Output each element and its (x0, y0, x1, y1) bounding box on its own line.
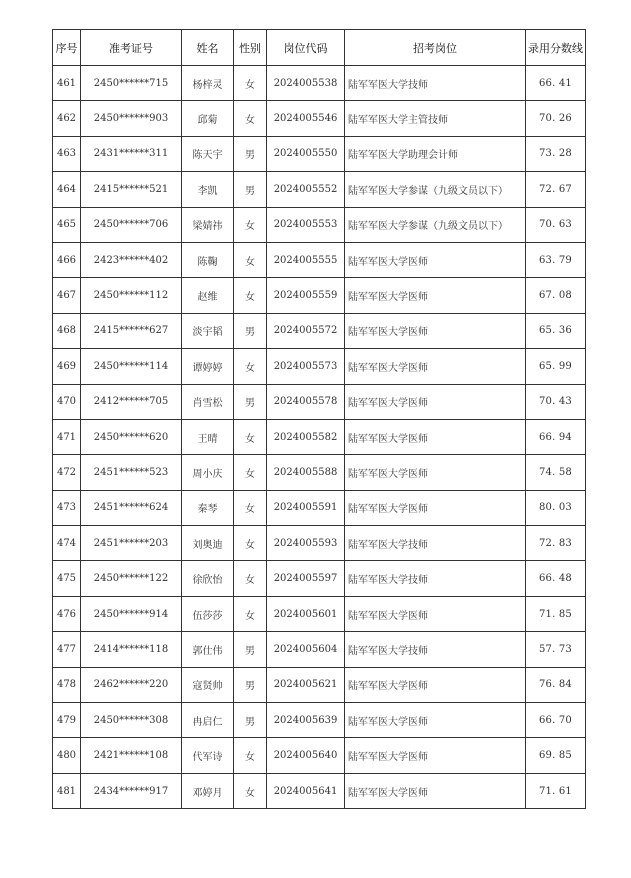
cell-gender: 女 (234, 101, 267, 136)
cell-seq: 468 (53, 313, 81, 348)
cell-seq: 467 (53, 278, 81, 313)
cell-score: 57. 73 (526, 632, 586, 667)
cell-post-code: 2024005550 (267, 136, 345, 171)
cell-post: 陆军军医大学助理会计师 (345, 136, 526, 171)
table-row (53, 596, 586, 631)
cell-name: 寇贤帅 (182, 667, 234, 702)
cell-post: 陆军军医大学技师 (345, 66, 526, 101)
header-seq: 序号 (53, 30, 81, 66)
cell-name: 杨梓灵 (182, 66, 234, 101)
cell-name: 周小庆 (182, 455, 234, 490)
cell-post-code: 2024005559 (267, 278, 345, 313)
cell-score: 72. 67 (526, 172, 586, 207)
cell-post-code: 2024005591 (267, 490, 345, 525)
cell-exam-id: 2421******108 (81, 738, 182, 773)
cell-seq: 481 (53, 773, 81, 808)
cell-score: 80. 03 (526, 490, 586, 525)
cell-post: 陆军军医大学主管技师 (345, 101, 526, 136)
cell-exam-id: 2462******220 (81, 667, 182, 702)
cell-post-code: 2024005555 (267, 242, 345, 277)
cell-name: 郭仕伟 (182, 632, 234, 667)
cell-gender: 女 (234, 66, 267, 101)
cell-exam-id: 2412******705 (81, 384, 182, 419)
table-row (53, 703, 586, 738)
table-row (53, 632, 586, 667)
cell-score: 63. 79 (526, 242, 586, 277)
cell-post: 陆军军医大学医师 (345, 419, 526, 454)
cell-post-code: 2024005639 (267, 703, 345, 738)
table-row (53, 384, 586, 419)
cell-post-code: 2024005546 (267, 101, 345, 136)
header-name: 姓名 (182, 30, 234, 66)
cell-post-code: 2024005553 (267, 207, 345, 242)
cell-name: 李凯 (182, 172, 234, 207)
cell-name: 刘奥迪 (182, 526, 234, 561)
cell-gender: 女 (234, 561, 267, 596)
cell-gender: 女 (234, 242, 267, 277)
header-score: 录用分数线 (526, 30, 586, 66)
cell-exam-id: 2434******917 (81, 773, 182, 808)
cell-name: 肖雪松 (182, 384, 234, 419)
cell-score: 70. 43 (526, 384, 586, 419)
cell-name: 陈鞠 (182, 242, 234, 277)
cell-gender: 男 (234, 632, 267, 667)
cell-exam-id: 2450******715 (81, 66, 182, 101)
cell-post: 陆军军医大学医师 (345, 384, 526, 419)
cell-post-code: 2024005578 (267, 384, 345, 419)
cell-name: 秦琴 (182, 490, 234, 525)
cell-seq: 474 (53, 526, 81, 561)
cell-name: 淡宇韬 (182, 313, 234, 348)
cell-gender: 男 (234, 313, 267, 348)
table-row (53, 349, 586, 384)
cell-score: 66. 94 (526, 419, 586, 454)
cell-name: 梁婧祎 (182, 207, 234, 242)
cell-score: 66. 70 (526, 703, 586, 738)
cell-seq: 464 (53, 172, 81, 207)
cell-gender: 女 (234, 419, 267, 454)
cell-score: 67. 08 (526, 278, 586, 313)
cell-post-code: 2024005572 (267, 313, 345, 348)
cell-seq: 479 (53, 703, 81, 738)
cell-exam-id: 2451******624 (81, 490, 182, 525)
table-row (53, 667, 586, 702)
cell-score: 70. 63 (526, 207, 586, 242)
cell-seq: 462 (53, 101, 81, 136)
table-row (53, 490, 586, 525)
cell-seq: 466 (53, 242, 81, 277)
table-row (53, 278, 586, 313)
cell-gender: 男 (234, 703, 267, 738)
cell-post: 陆军军医大学医师 (345, 703, 526, 738)
cell-post-code: 2024005588 (267, 455, 345, 490)
cell-score: 66. 48 (526, 561, 586, 596)
cell-name: 邓婷月 (182, 773, 234, 808)
cell-post: 陆军军医大学医师 (345, 738, 526, 773)
cell-exam-id: 2415******521 (81, 172, 182, 207)
cell-seq: 469 (53, 349, 81, 384)
cell-exam-id: 2451******523 (81, 455, 182, 490)
cell-seq: 472 (53, 455, 81, 490)
cell-post-code: 2024005593 (267, 526, 345, 561)
cell-name: 王晴 (182, 419, 234, 454)
cell-score: 65. 36 (526, 313, 586, 348)
table-header-row (53, 30, 586, 66)
cell-gender: 女 (234, 773, 267, 808)
cell-post-code: 2024005621 (267, 667, 345, 702)
cell-post: 陆军军医大学技师 (345, 526, 526, 561)
cell-seq: 473 (53, 490, 81, 525)
cell-name: 冉启仁 (182, 703, 234, 738)
cell-exam-id: 2414******118 (81, 632, 182, 667)
table-row (53, 738, 586, 773)
cell-exam-id: 2450******620 (81, 419, 182, 454)
cell-post-code: 2024005552 (267, 172, 345, 207)
cell-gender: 男 (234, 172, 267, 207)
admission-score-table (52, 29, 586, 809)
cell-seq: 476 (53, 596, 81, 631)
cell-post: 陆军军医大学医师 (345, 667, 526, 702)
cell-post: 陆军军医大学医师 (345, 278, 526, 313)
cell-name: 谭婷婷 (182, 349, 234, 384)
cell-post: 陆军军医大学参谋（九级文员以下） (345, 172, 526, 207)
cell-exam-id: 2451******203 (81, 526, 182, 561)
cell-score: 65. 99 (526, 349, 586, 384)
cell-post: 陆军军医大学医师 (345, 242, 526, 277)
header-gender: 性别 (234, 30, 267, 66)
table-row (53, 207, 586, 242)
cell-post: 陆军军医大学医师 (345, 773, 526, 808)
cell-gender: 女 (234, 455, 267, 490)
cell-post: 陆军军医大学技师 (345, 632, 526, 667)
cell-post-code: 2024005640 (267, 738, 345, 773)
cell-gender: 女 (234, 349, 267, 384)
cell-exam-id: 2450******903 (81, 101, 182, 136)
cell-post: 陆军军医大学技师 (345, 561, 526, 596)
cell-gender: 女 (234, 490, 267, 525)
cell-name: 陈天宇 (182, 136, 234, 171)
table-row (53, 242, 586, 277)
cell-post-code: 2024005538 (267, 66, 345, 101)
cell-post: 陆军军医大学医师 (345, 349, 526, 384)
cell-gender: 女 (234, 738, 267, 773)
table-row (53, 455, 586, 490)
cell-post-code: 2024005641 (267, 773, 345, 808)
cell-seq: 461 (53, 66, 81, 101)
cell-gender: 女 (234, 526, 267, 561)
cell-score: 74. 58 (526, 455, 586, 490)
header-post-code: 岗位代码 (267, 30, 345, 66)
cell-post-code: 2024005601 (267, 596, 345, 631)
cell-seq: 463 (53, 136, 81, 171)
cell-exam-id: 2450******308 (81, 703, 182, 738)
cell-post-code: 2024005597 (267, 561, 345, 596)
table-row (53, 313, 586, 348)
cell-exam-id: 2450******112 (81, 278, 182, 313)
cell-seq: 477 (53, 632, 81, 667)
cell-post: 陆军军医大学医师 (345, 490, 526, 525)
cell-post: 陆军军医大学医师 (345, 596, 526, 631)
cell-seq: 480 (53, 738, 81, 773)
table-row (53, 773, 586, 808)
cell-gender: 女 (234, 596, 267, 631)
header-exam-id: 准考证号 (81, 30, 182, 66)
cell-exam-id: 2450******122 (81, 561, 182, 596)
cell-name: 邱菊 (182, 101, 234, 136)
cell-score: 72. 83 (526, 526, 586, 561)
cell-name: 赵维 (182, 278, 234, 313)
cell-post-code: 2024005604 (267, 632, 345, 667)
cell-post-code: 2024005582 (267, 419, 345, 454)
cell-exam-id: 2450******914 (81, 596, 182, 631)
cell-seq: 478 (53, 667, 81, 702)
cell-score: 76. 84 (526, 667, 586, 702)
cell-score: 66. 41 (526, 66, 586, 101)
cell-score: 70. 26 (526, 101, 586, 136)
cell-score: 71. 61 (526, 773, 586, 808)
table-row (53, 419, 586, 454)
cell-exam-id: 2450******114 (81, 349, 182, 384)
cell-name: 伍莎莎 (182, 596, 234, 631)
cell-exam-id: 2431******311 (81, 136, 182, 171)
header-post: 招考岗位 (345, 30, 526, 66)
cell-gender: 女 (234, 207, 267, 242)
cell-post: 陆军军医大学医师 (345, 313, 526, 348)
table-row (53, 561, 586, 596)
cell-score: 69. 85 (526, 738, 586, 773)
table-row (53, 101, 586, 136)
cell-seq: 470 (53, 384, 81, 419)
table-row (53, 526, 586, 561)
cell-name: 代军诗 (182, 738, 234, 773)
cell-gender: 女 (234, 278, 267, 313)
cell-score: 73. 28 (526, 136, 586, 171)
cell-exam-id: 2415******627 (81, 313, 182, 348)
cell-exam-id: 2423******402 (81, 242, 182, 277)
cell-seq: 465 (53, 207, 81, 242)
cell-gender: 男 (234, 384, 267, 419)
cell-post: 陆军军医大学医师 (345, 455, 526, 490)
cell-gender: 男 (234, 136, 267, 171)
cell-score: 71. 85 (526, 596, 586, 631)
table-row (53, 136, 586, 171)
cell-post-code: 2024005573 (267, 349, 345, 384)
cell-name: 徐欣怡 (182, 561, 234, 596)
cell-post: 陆军军医大学参谋（九级文员以下） (345, 207, 526, 242)
cell-gender: 男 (234, 667, 267, 702)
table-row (53, 66, 586, 101)
cell-exam-id: 2450******706 (81, 207, 182, 242)
table-row (53, 172, 586, 207)
cell-seq: 475 (53, 561, 81, 596)
cell-seq: 471 (53, 419, 81, 454)
